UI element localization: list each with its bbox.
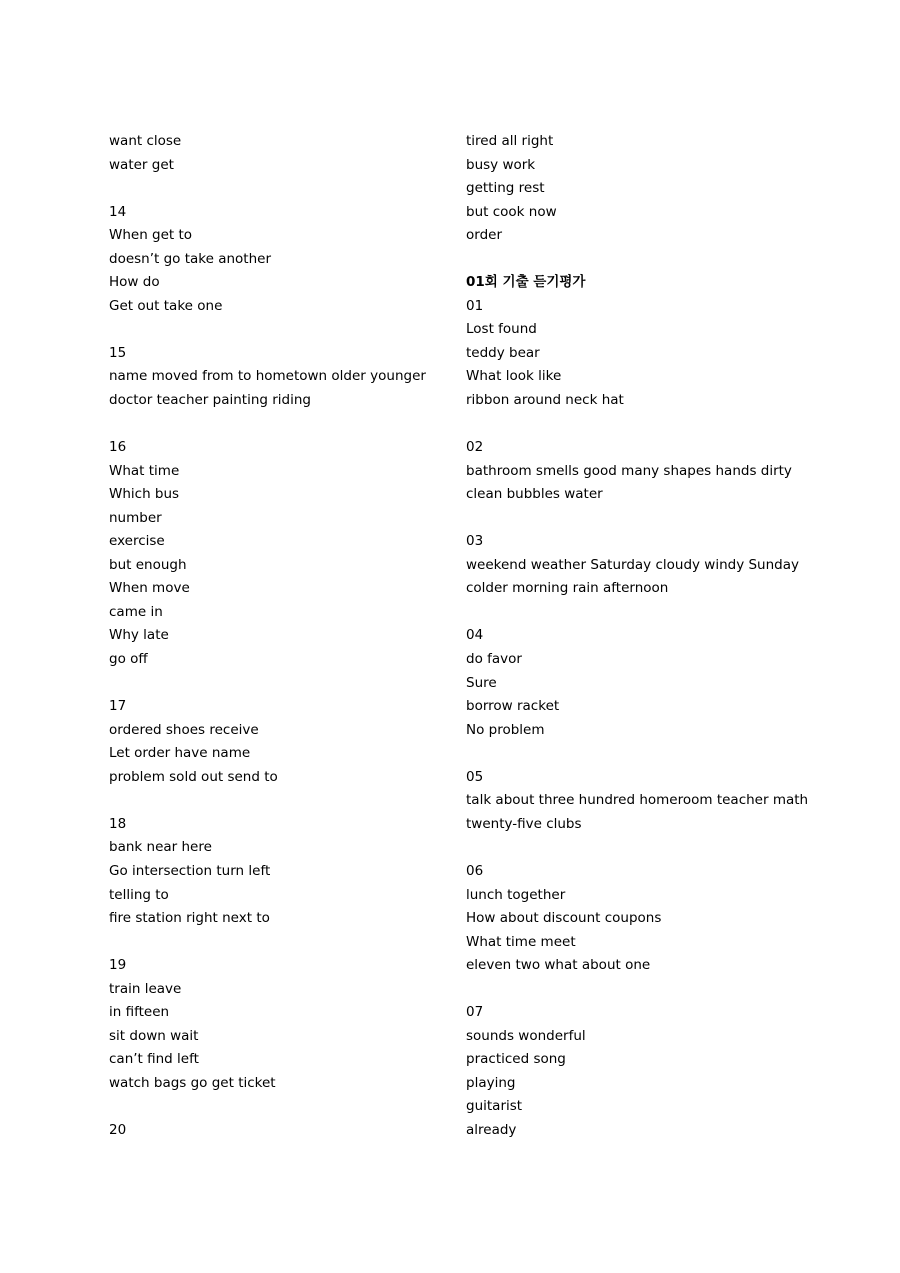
- text-line: guitarist: [466, 1098, 523, 1115]
- question-number: 15: [109, 344, 127, 361]
- blank-line: [109, 413, 449, 437]
- blank-line: [466, 978, 826, 1002]
- question-number: 19: [109, 957, 127, 974]
- text-line: doctor teacher painting riding: [109, 392, 311, 409]
- text-line: lunch together: [466, 886, 566, 903]
- right-column: [466, 130, 826, 1143]
- text-line: sounds wonderful: [466, 1027, 586, 1044]
- question-number: 14: [109, 203, 127, 220]
- blank-line: [109, 672, 449, 696]
- text-line: colder morning rain afternoon: [466, 580, 669, 597]
- question-number: 17: [109, 698, 127, 715]
- question-number: 02: [466, 439, 484, 456]
- left-column: [109, 130, 449, 1143]
- text-line: but cook now: [466, 203, 557, 220]
- text-line: What look like: [466, 368, 562, 385]
- text-line: bathroom smells good many shapes hands dirty: [466, 462, 792, 479]
- blank-line: [466, 836, 826, 860]
- text-line: problem sold out send to: [109, 768, 278, 785]
- text-line: bank near here: [109, 839, 212, 856]
- text-line: playing: [466, 1074, 516, 1091]
- text-line: go off: [109, 651, 148, 668]
- text-line: What time meet: [466, 933, 576, 950]
- text-line: talk about three hundred homeroom teacher math: [466, 792, 809, 809]
- text-line: No problem: [466, 721, 545, 738]
- text-line: twenty-five clubs: [466, 815, 582, 832]
- text-line: getting rest: [466, 180, 545, 197]
- blank-line: [466, 248, 826, 272]
- question-number: 16: [109, 439, 127, 456]
- question-number: 01: [466, 297, 484, 314]
- text-line: tired all right: [466, 133, 554, 149]
- blank-line: [466, 413, 826, 437]
- text-line: Lost found: [466, 321, 537, 338]
- text-line: exercise: [109, 533, 165, 550]
- text-line: do favor: [466, 651, 522, 668]
- text-line: sit down wait: [109, 1027, 199, 1044]
- question-number: 06: [466, 862, 484, 879]
- question-number: 05: [466, 768, 484, 785]
- section-heading: 01회 기출 듣기평가: [466, 274, 586, 291]
- blank-line: [466, 601, 826, 625]
- text-line: but enough: [109, 556, 187, 573]
- text-line: Why late: [109, 627, 169, 644]
- text-line: Get out take one: [109, 297, 223, 314]
- text-line: borrow racket: [466, 698, 560, 715]
- text-line: How do: [109, 274, 160, 291]
- text-line: ribbon around neck hat: [466, 392, 624, 409]
- text-line: weekend weather Saturday cloudy windy Sunday: [466, 556, 800, 573]
- text-line: Sure: [466, 674, 497, 691]
- text-line: clean bubbles water: [466, 486, 603, 503]
- text-line: order: [466, 227, 502, 244]
- text-line: watch bags go get ticket: [109, 1074, 276, 1091]
- text-line: What time: [109, 462, 180, 479]
- blank-line: [109, 177, 449, 201]
- question-number: 18: [109, 815, 127, 832]
- text-line: came in: [109, 603, 163, 620]
- text-line: ordered shoes receive: [109, 721, 259, 738]
- text-line: When move: [109, 580, 190, 597]
- text-line: number: [109, 509, 162, 526]
- text-line: fire station right next to: [109, 910, 270, 927]
- text-line: When get to: [109, 227, 193, 244]
- text-line: water get: [109, 156, 174, 173]
- text-line: teddy bear: [466, 344, 540, 361]
- blank-line: [109, 318, 449, 342]
- text-line: busy work: [466, 156, 536, 173]
- text-line: practiced song: [466, 1051, 566, 1068]
- text-line: Which bus: [109, 486, 180, 503]
- text-line: want close: [109, 133, 182, 149]
- blank-line: [109, 931, 449, 955]
- text-line: name moved from to hometown older younger: [109, 368, 426, 385]
- blank-line: [109, 1095, 449, 1119]
- text-line: can’t find left: [109, 1051, 199, 1068]
- blank-line: [466, 507, 826, 531]
- blank-line: [109, 789, 449, 813]
- text-line: train leave: [109, 980, 182, 997]
- question-number: 04: [466, 627, 484, 644]
- blank-line: [466, 742, 826, 766]
- text-line: in fifteen: [109, 1004, 170, 1021]
- text-line: already: [466, 1121, 517, 1138]
- text-line: Go intersection turn left: [109, 862, 271, 879]
- text-line: telling to: [109, 886, 169, 903]
- text-line: How about discount coupons: [466, 910, 662, 927]
- text-line: Let order have name: [109, 745, 251, 762]
- question-number: 20: [109, 1121, 127, 1138]
- text-line: doesn’t go take another: [109, 250, 272, 267]
- text-line: eleven two what about one: [466, 957, 651, 974]
- question-number: 07: [466, 1004, 484, 1021]
- question-number: 03: [466, 533, 484, 550]
